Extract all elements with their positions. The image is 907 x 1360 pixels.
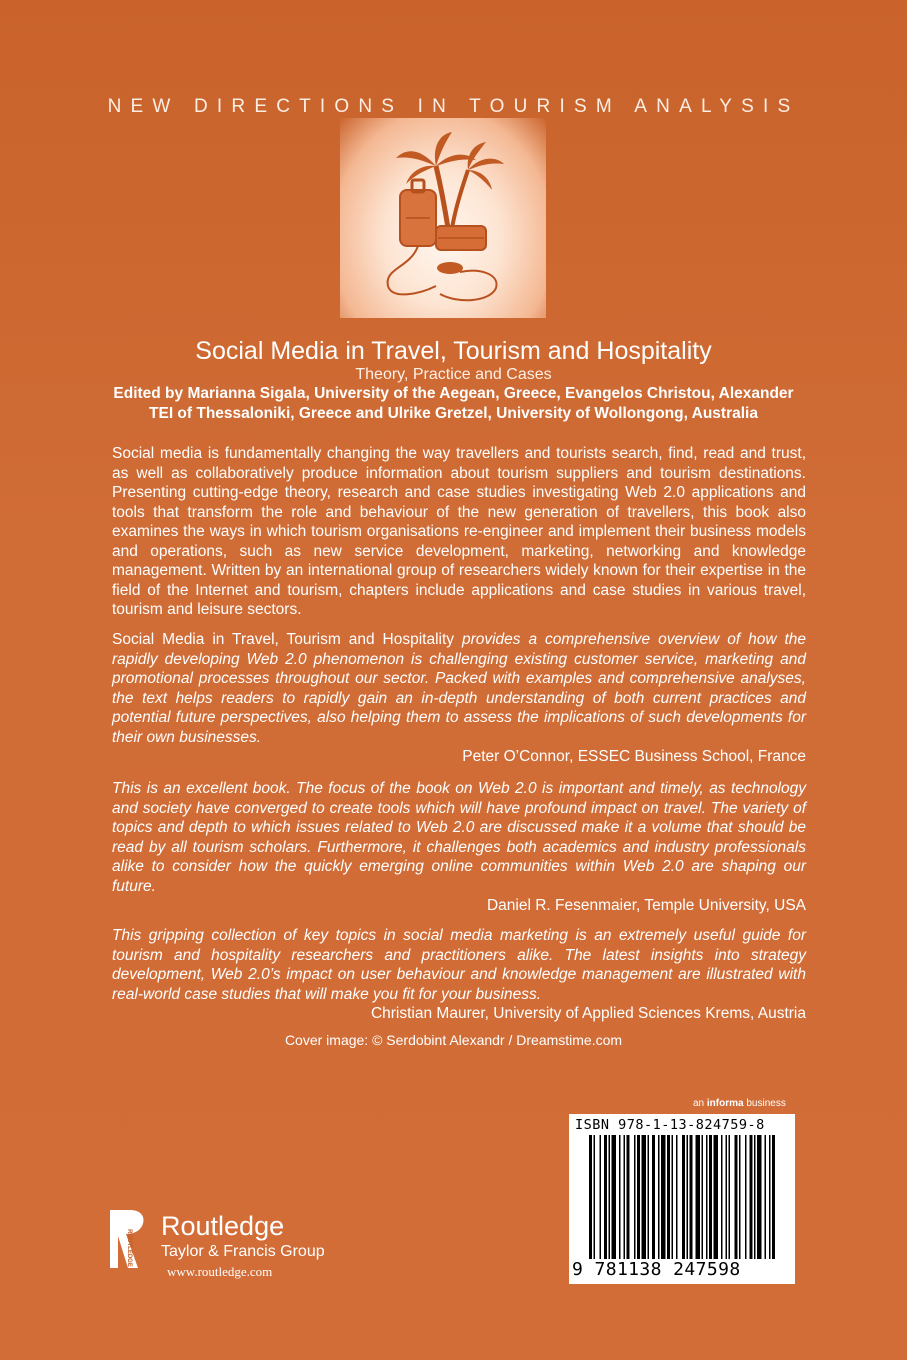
barcode-bar: [676, 1135, 678, 1259]
barcode-bar: [739, 1135, 741, 1259]
barcode-bar: [619, 1135, 621, 1259]
barcode-bar: [721, 1135, 723, 1259]
barcode-bar: [661, 1135, 666, 1259]
cover-image-credit: Cover image: © Serdobint Alexandr / Dreamstime.com: [284, 1032, 623, 1048]
review-3-quote: This gripping collection of key topics in social media marketing is an extremely useful guide for tourism and hospitality researchers and practitioners alike. The latest insights into strategy development, Web 2.0’s impact on user behaviour and knowledge management are illustrated with real-world case studies that will make you fit for your business.: [112, 927, 806, 1003]
barcode-bar: [687, 1135, 689, 1259]
publisher-url[interactable]: www.routledge.com: [167, 1264, 273, 1279]
barcode-bar: [658, 1135, 660, 1259]
informa-tagline: [693, 1098, 786, 1109]
barcode-bar: [642, 1135, 647, 1259]
barcode-bar: [594, 1135, 596, 1259]
informa-prefix: an: [693, 1098, 707, 1109]
barcode-bar: [627, 1135, 630, 1259]
barcode-bar: [696, 1135, 701, 1259]
barcode-bar: [750, 1135, 753, 1259]
intro-paragraph: Social media is fundamentally changing the way travellers and tourists search, find, read and trust, as well as collaboratively produce information about tourism suppliers and tourism destinations. Presenting cutting-edge theory, research and case studies investigating Web 2.0 applications and tools that transform the role and behaviour of the new generation of travellers, this book also examines the ways in which tourism organisations re-engineer and implement their business models and operations, such as new service development, marketing, networking and knowledge management. Written by an international group of researchers widely known for their expertise in the field of the Internet and tourism, chapters include applications and case studies in various travel, tourism and leisure sectors.: [112, 445, 806, 618]
barcode-bar: [706, 1135, 708, 1259]
barcode-bar: [754, 1135, 756, 1259]
review-1-text: [112, 630, 806, 747]
barcode-bar: [735, 1135, 738, 1259]
informa-suffix: business: [743, 1098, 786, 1109]
barcode-bar: [690, 1135, 693, 1259]
barcode-bar: [769, 1135, 771, 1259]
barcode-bar: [612, 1135, 617, 1259]
barcode-bar: [637, 1135, 640, 1259]
barcode-bar: [652, 1135, 655, 1259]
barcode-bar: [609, 1135, 611, 1259]
book-editors: Edited by Marianna Sigala, University of the Aegean, Greece, Evangelos Christou, Alexander TEI of Thessaloniki, Greece and Ulrike Gretzel, University of Wollongong, Australia: [113, 385, 794, 422]
barcode-bar: [709, 1135, 712, 1259]
barcode-bar: [726, 1135, 728, 1259]
review-3: [112, 926, 806, 1024]
barcode-bar: [765, 1135, 767, 1259]
informa-brand: informa: [706, 1098, 744, 1109]
cover-illustration: [340, 118, 546, 318]
barcode: [569, 1114, 795, 1284]
barcode-bar: [672, 1135, 674, 1259]
barcode-bar: [634, 1135, 636, 1259]
publisher-name: Routledge: [161, 1211, 285, 1241]
barcode-bar: [729, 1135, 731, 1259]
barcode-bar: [624, 1135, 626, 1259]
barcode-bar: [648, 1135, 650, 1259]
barcode-bar: [589, 1135, 592, 1259]
barcode-bar: [604, 1135, 607, 1259]
barcode-bar: [714, 1135, 719, 1259]
review-3-attribution: Christian Maurer, University of Applied Sciences Krems, Austria: [370, 1005, 806, 1022]
review-2-attribution: Daniel R. Fesenmaier, Temple University, USA: [486, 897, 806, 914]
suitcase-palm-mouse-illustration: [340, 118, 546, 318]
barcode-bars: [589, 1135, 779, 1261]
book-title: Social Media in Travel, Tourism and Hospitality: [195, 337, 712, 365]
barcode-bar: [667, 1135, 670, 1259]
review-1-lead: Social Media in Travel, Tourism and Hospitality: [112, 631, 455, 648]
barcode-bar: [745, 1135, 747, 1259]
isbn-label: ISBN 978-1-13-824759-8: [575, 1117, 765, 1133]
barcode-bar: [682, 1135, 685, 1259]
barcode-bar: [757, 1135, 762, 1259]
review-2: [112, 779, 806, 916]
review-2-quote: This is an excellent book. The focus of the book on Web 2.0 is important and timely, as technology and society have converged to create tools which will have profound impact on travel. The variety of topics and depth to which issues related to Web 2.0 are discussed make it a volume that should be read by all tourism scholars. Furthermore, it challenges both academics and industry professionals alike to consider how the quickly emerging online communities within Web 2.0 are shaping our future.: [112, 780, 806, 895]
review-1: [112, 630, 806, 767]
book-subtitle: Theory, Practice and Cases: [355, 366, 552, 383]
barcode-bar: [702, 1135, 704, 1259]
routledge-mark-text: ROUTLEDGE: [126, 1229, 132, 1267]
series-title: NEW DIRECTIONS IN TOURISM ANALYSIS: [107, 96, 800, 117]
routledge-logo-icon: [108, 1208, 148, 1270]
review-1-quote: provides a comprehensive overview of how the rapidly developing Web 2.0 phenomenon is challenging existing customer service, marketing and promotional processes throughout our sector. Packed with examples and comprehensive analyses, the text helps readers to rapidly gain an in-depth understanding of both current practices and potential future perspectives, also helping them to assess the implications of such developments for their own businesses.: [112, 631, 807, 746]
barcode-bar: [600, 1135, 602, 1259]
publisher-group: Taylor & Francis Group: [161, 1243, 325, 1260]
ean-number: 9 781138 247598: [572, 1259, 741, 1280]
title-block: [0, 336, 907, 424]
review-1-attribution: Peter O’Connor, ESSEC Business School, France: [462, 748, 806, 765]
barcode-bar: [772, 1135, 775, 1259]
